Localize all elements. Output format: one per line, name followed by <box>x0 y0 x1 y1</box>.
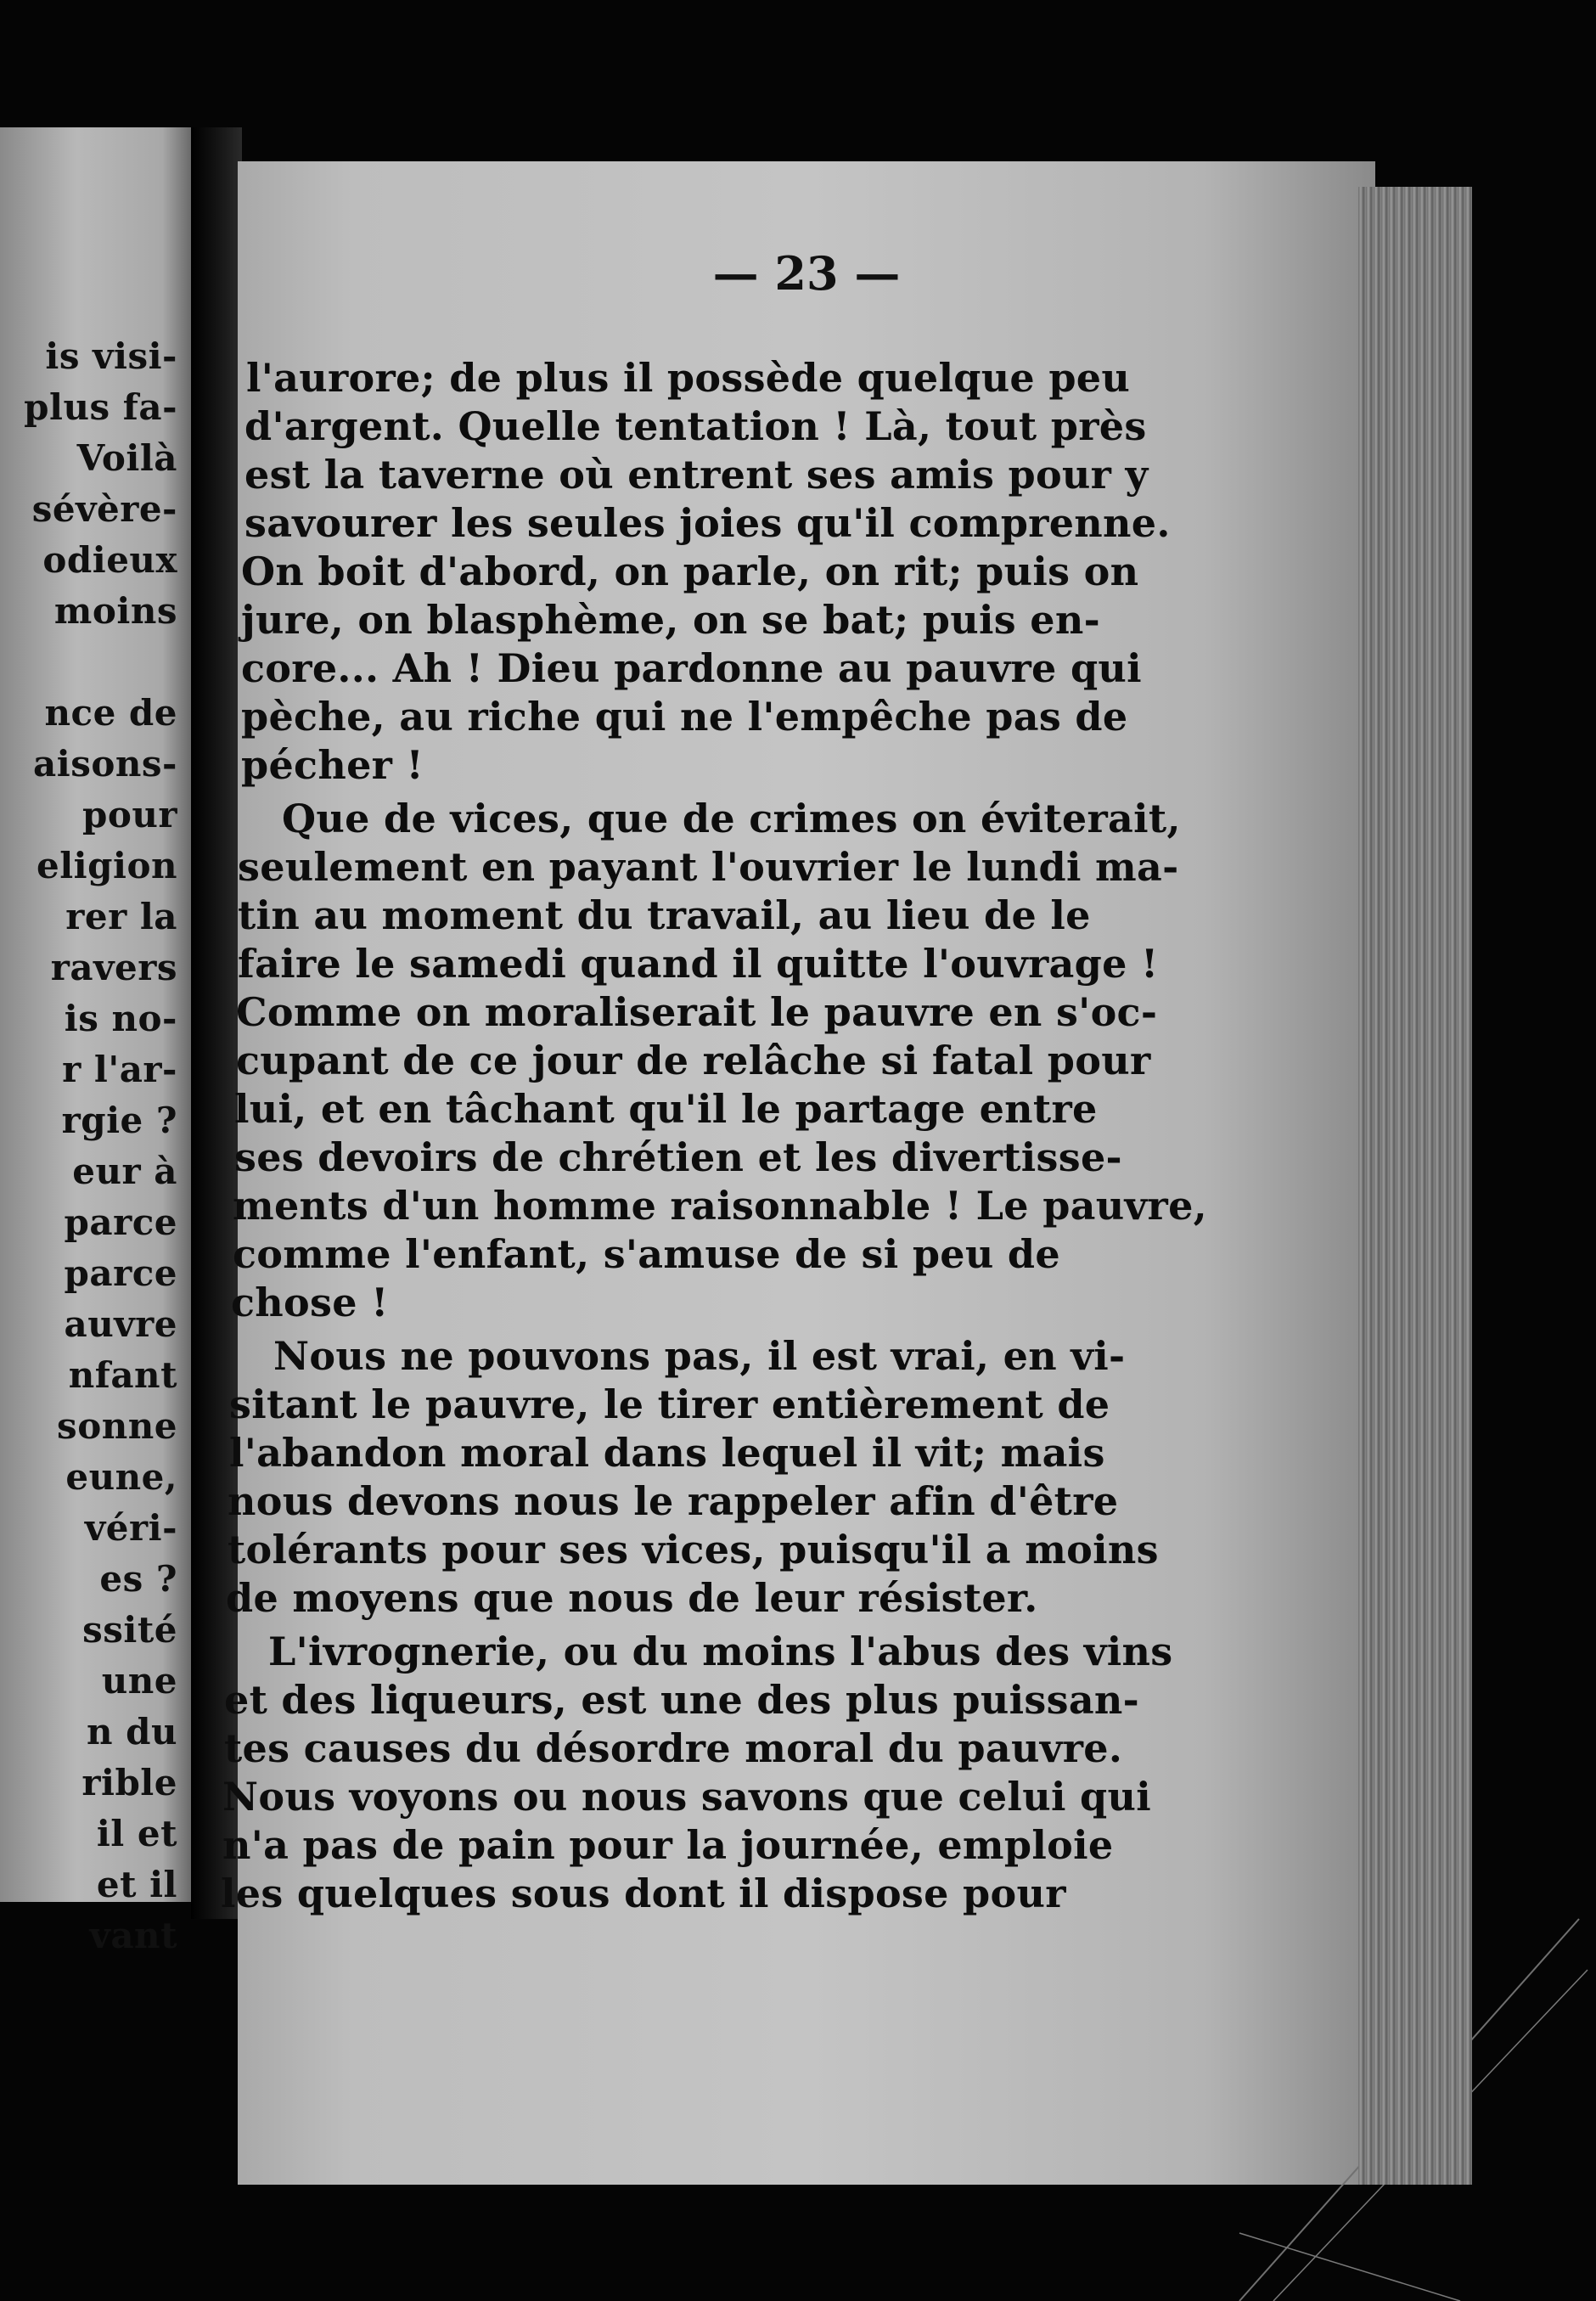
left-line: il et <box>96 1813 177 1854</box>
left-line: plus fa- <box>24 386 177 428</box>
left-line: aisons- <box>33 743 177 785</box>
left-line: véri- <box>84 1507 177 1549</box>
text-line: et des liqueurs, est une des plus puissan- <box>224 1677 1140 1723</box>
text-line: Que de vices, que de crimes on éviterait, <box>282 796 1181 841</box>
text-line: l'abandon moral dans lequel il vit; mais <box>229 1430 1105 1476</box>
left-line: vant <box>89 1915 177 1956</box>
left-line: nfant <box>68 1354 177 1396</box>
text-line: faire le samedi quand il quitte l'ouvrage ! <box>238 941 1159 987</box>
body-text <box>221 161 1375 2185</box>
text-line: comme l'enfant, s'amuse de si peu de <box>233 1231 1060 1277</box>
text-line: l'aurore; de plus il possède quelque peu <box>246 355 1131 401</box>
left-line: r l'ar- <box>62 1049 177 1090</box>
page-edge-stack <box>1358 187 1472 2185</box>
left-line: es ? <box>99 1558 177 1600</box>
left-line: pour <box>81 794 177 835</box>
text-line: tes causes du désordre moral du pauvre. <box>224 1725 1123 1771</box>
left-line: et il <box>96 1864 177 1905</box>
left-line: eune, <box>65 1456 177 1498</box>
text-line: seulement en payant l'ouvrier le lundi ma- <box>238 844 1179 890</box>
right-page <box>221 161 1375 2185</box>
text-line: est la taverne où entrent ses amis pour y <box>244 452 1149 498</box>
text-line: L'ivrognerie, ou du moins l'abus des vins <box>268 1629 1173 1674</box>
text-line: ses devoirs de chrétien et les divertisse- <box>234 1134 1122 1180</box>
text-line: Comme on moraliserait le pauvre en s'oc- <box>236 989 1158 1035</box>
left-line: moins <box>53 590 177 632</box>
left-line: eligion <box>36 845 177 886</box>
text-line: n'a pas de pain pour la journée, emploie <box>222 1822 1114 1868</box>
text-line: lui, et en tâchant qu'il le partage entre <box>234 1086 1098 1132</box>
left-page-fragment <box>0 127 191 1956</box>
text-line: On boit d'abord, on parle, on rit; puis on <box>241 549 1139 594</box>
left-line: parce <box>64 1201 177 1243</box>
text-line: nous devons nous le rappeler afin d'être <box>228 1478 1119 1524</box>
left-line: sonne <box>57 1405 177 1447</box>
left-line: parce <box>64 1252 177 1294</box>
left-line: ravers <box>50 947 177 988</box>
text-line: chose ! <box>231 1280 389 1325</box>
left-line: n du <box>86 1711 177 1752</box>
text-line: jure, on blasphème, on se bat; puis en- <box>241 597 1100 643</box>
text-line: ments d'un homme raisonnable ! Le pauvre, <box>233 1183 1207 1229</box>
left-line: rgie ? <box>61 1100 177 1141</box>
text-line: cupant de ce jour de relâche si fatal pour <box>236 1038 1151 1083</box>
left-line: eur à <box>72 1150 177 1192</box>
left-line: Voilà <box>76 437 177 479</box>
text-line: les quelques sous dont il dispose pour <box>221 1871 1066 1916</box>
text-line: pèche, au riche qui ne l'empêche pas de <box>241 694 1128 740</box>
left-line: rer la <box>65 896 177 937</box>
text-line: de moyens que nous de leur résister. <box>226 1575 1038 1621</box>
left-line: sévère- <box>31 488 177 530</box>
book-binding-gutter <box>191 127 242 1919</box>
left-line: auvre <box>64 1303 177 1345</box>
text-line: core... Ah ! Dieu pardonne au pauvre qui <box>241 645 1142 691</box>
left-line: ssité <box>82 1609 177 1651</box>
left-line: is no- <box>64 998 177 1039</box>
left-line: is visi- <box>45 335 177 377</box>
text-line: tin au moment du travail, au lieu de le <box>238 892 1091 938</box>
left-line: odieux <box>42 539 177 581</box>
text-line: Nous ne pouvons pas, il est vrai, en vi- <box>273 1333 1126 1379</box>
text-line: tolérants pour ses vices, puisqu'il a moins <box>228 1527 1159 1572</box>
text-line: Nous voyons ou nous savons que celui qui <box>222 1774 1152 1820</box>
left-line: une <box>101 1660 177 1702</box>
left-line: nce de <box>44 692 177 734</box>
text-line: pécher ! <box>241 742 424 788</box>
text-line: sitant le pauvre, le tirer entièrement de <box>229 1381 1110 1427</box>
page-number: — 23 — <box>712 246 901 301</box>
text-line: d'argent. Quelle tentation ! Là, tout près <box>244 403 1147 449</box>
left-line: rible <box>81 1762 177 1803</box>
text-line: savourer les seules joies qu'il comprenne. <box>244 500 1171 546</box>
